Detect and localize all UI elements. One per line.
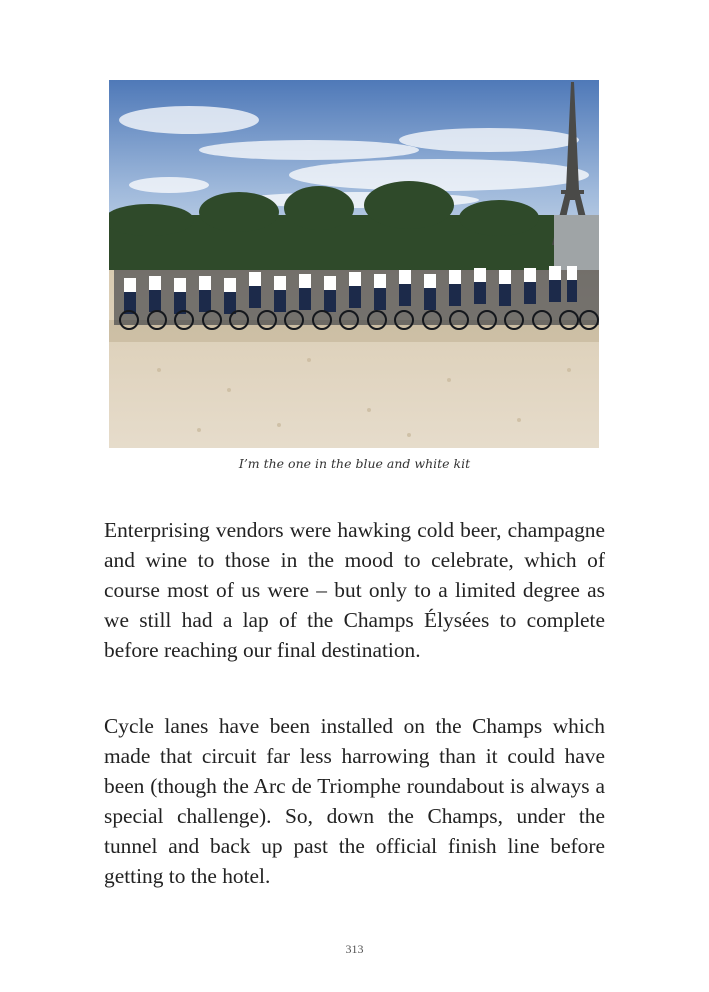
paragraph-2: Cycle lanes have been installed on the Champs which made that circuit far less harrowing than it could have been (though the Arc de Triomphe roundabout is always a special challenge). So, down the Champs, under the tunnel and back up past the official finish line before getting to the hotel. xyxy=(104,714,605,888)
paragraph-1: Enterprising vendors were hawking cold beer, champagne and wine to those in the mood to celebrate, which of course most of us were – but only to a limited degree as we still had a lap of the Champs Élysées to complete before reaching our final destination. xyxy=(104,518,605,662)
photo-group-cyclists xyxy=(109,80,599,448)
page-number: 313 xyxy=(345,942,364,956)
photo-caption: I’m the one in the blue and white kit xyxy=(238,456,471,471)
photo-illustration xyxy=(109,80,599,448)
